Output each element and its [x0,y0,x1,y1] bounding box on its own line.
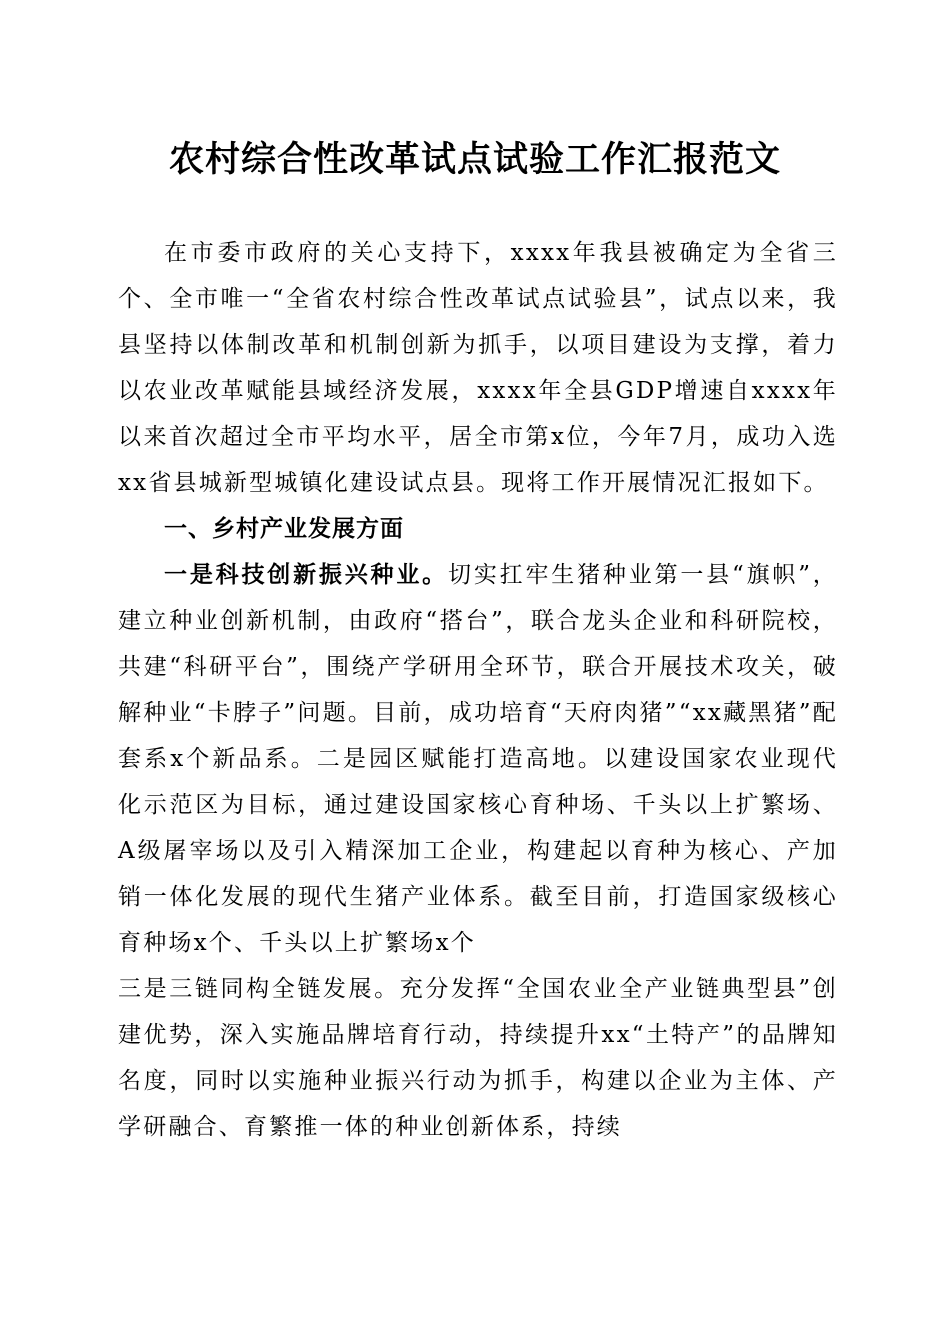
section-heading-industry: 一、乡村产业发展方面 [164,516,404,542]
document-body [118,230,838,1150]
paragraph-seed-industry [118,552,838,966]
paragraph-chain-development: 三是三链同构全链发展。充分发挥“全国农业全产业链典型县”创建优势，深入实施品牌培育行动，持续提升xx“土特产”的品牌知名度，同时以实施种业振兴行动为抓手，构建以企业为主体、产学研融合、育繁推一体的种业创新体系，持续 [118,976,838,1140]
paragraph-lead: 一是科技创新振兴种业。 [164,561,449,588]
paragraph-text: 切实扛牢生猪种业第一县“旗帜”，建立种业创新机制，由政府“搭台”，联合龙头企业和科研院校，共建“科研平台”，围绕产学研用全环节，联合开展技术攻关，破解种业“卡脖子”问题。目前，成功培育“天府肉猪”“xx藏黑猪”配套系x个新品系。二是园区赋能打造高地。以建设国家农业现代化示范区为目标，通过建设国家核心育种场、千头以上扩繁场、A级屠宰场以及引入精深加工企业，构建起以育种为核心、产加销一体化发展的现代生猪产业体系。截至目前，打造国家级核心育种场x个、千头以上扩繁场x个 [118,562,839,956]
intro-paragraph: 在市委市政府的关心支持下，xxxx年我县被确定为全省三个、全市唯一“全省农村综合性改革试点试验县”，试点以来，我县坚持以体制改革和机制创新为抓手，以项目建设为支撑，着力以农业改革赋能县域经济发展，xxxx年全县GDP增速自xxxx年以来首次超过全市平均水平，居全市第x位，今年7月，成功入选xx省县城新型城镇化建设试点县。现将工作开展情况汇报如下。 [118,240,838,496]
document-title: 农村综合性改革试点试验工作汇报范文 [168,139,781,180]
